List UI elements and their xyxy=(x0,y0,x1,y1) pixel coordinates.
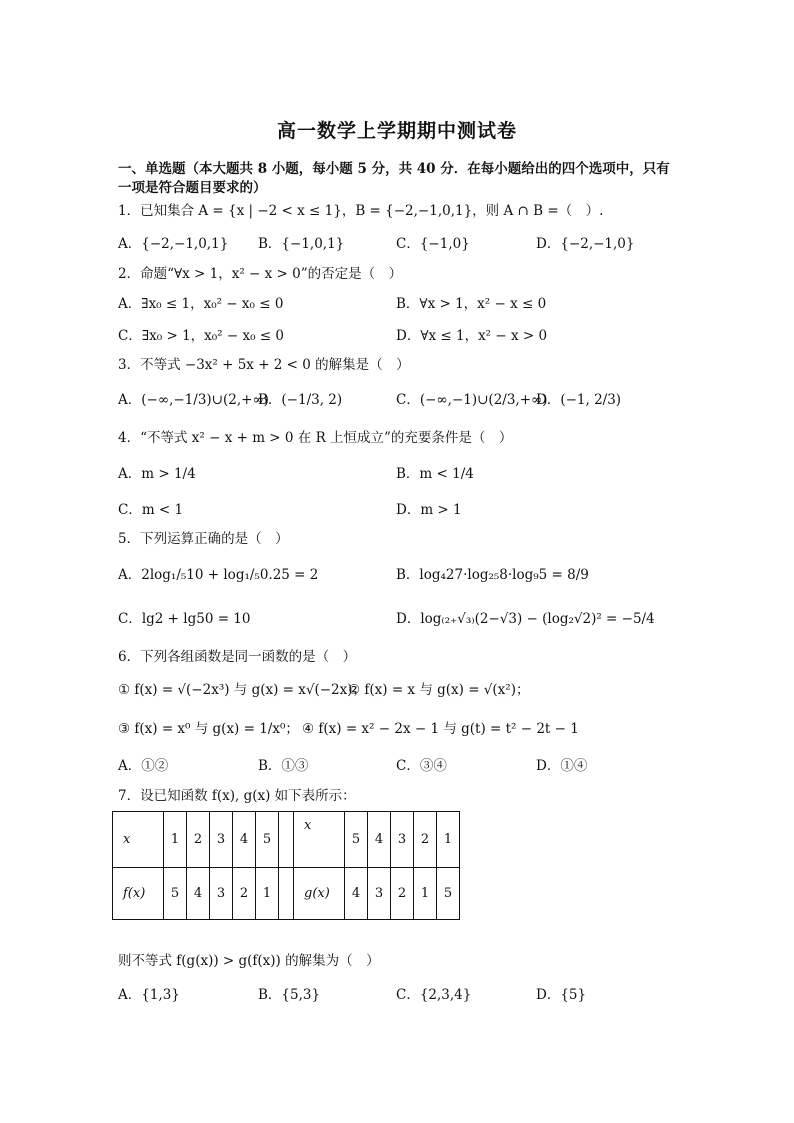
q4-option-b[interactable]: B．m < 1/4 xyxy=(396,466,474,482)
q2-option-a[interactable]: A．∃x₀ ≤ 1，x₀² − x₀ ≤ 0 xyxy=(118,296,284,312)
q1-option-a[interactable]: A．{−2,−1,0,1} xyxy=(118,236,229,252)
q7-option-a[interactable]: A．{1,3} xyxy=(118,987,180,1003)
table-cell: 2 xyxy=(187,812,210,868)
question-2-stem: 2．命题“∀x > 1，x² − x > 0”的否定是（ ） xyxy=(118,266,403,282)
q7-option-b[interactable]: B．{5,3} xyxy=(258,987,321,1003)
q1-option-c[interactable]: C．{−1,0} xyxy=(396,236,470,252)
q6-item-1: ① f(x) = √(−2x³) 与 g(x) = x√(−2x)； xyxy=(118,682,367,698)
question-3-stem: 3．不等式 −3x² + 5x + 2 < 0 的解集是（ ） xyxy=(118,357,410,373)
q4-option-c[interactable]: C．m < 1 xyxy=(118,502,184,518)
question-1-stem: 1．已知集合 A = {x | −2 < x ≤ 1}，B = {−2,−1,0,1}，则 A ∩ B =（ ）. xyxy=(118,203,604,219)
q3-option-a[interactable]: A．(−∞,−1/3)∪(2,+∞) xyxy=(118,392,269,408)
q5-option-d[interactable]: D．log₍₂₊√₃₎(2−√3) − (log₂√2)² = −5/4 xyxy=(396,611,655,627)
q7-function-table xyxy=(112,811,460,920)
table-cell: 5 xyxy=(437,868,460,920)
table-cell: 4 xyxy=(233,812,256,868)
q6-option-c[interactable]: C．③④ xyxy=(396,758,447,774)
q7-option-d[interactable]: D．{5} xyxy=(536,987,587,1003)
section-heading-line1: 一、单选题（本大题共 8 小题，每小题 5 分，共 40 分．在每小题给出的四个选项中，只有 xyxy=(118,161,670,177)
q5-option-b[interactable]: B．log₄27·log₂₅8·log₉5 = 8/9 xyxy=(396,567,589,583)
question-7-stem: 7．设已知函数 f(x), g(x) 如下表所示： xyxy=(118,788,356,804)
question-7-inequality: 则不等式 f(g(x)) > g(f(x)) 的解集为（ ） xyxy=(118,953,380,969)
table-gap xyxy=(279,812,294,868)
q5-option-c[interactable]: C．lg2 + lg50 = 10 xyxy=(118,611,251,627)
q6-item-4: ④ f(x) = x² − 2x − 1 与 g(t) = t² − 2t − 1 xyxy=(302,721,579,737)
q6-option-a[interactable]: A．①② xyxy=(118,758,169,774)
table-cell: 1 xyxy=(437,812,460,868)
q3-option-d[interactable]: D．(−1, 2/3) xyxy=(536,392,622,408)
q5-option-a[interactable]: A．2log₁/₅10 + log₁/₅0.25 = 2 xyxy=(118,567,319,583)
table-cell: 4 xyxy=(187,868,210,920)
q4-option-d[interactable]: D．m > 1 xyxy=(396,502,462,518)
section-heading xyxy=(118,160,688,198)
section-heading-line2: 一项是符合题目要求的） xyxy=(118,180,267,196)
table-cell: 3 xyxy=(368,868,391,920)
question-4-stem: 4．“不等式 x² − x + m > 0 在 R 上恒成立”的充要条件是（ ） xyxy=(118,430,513,446)
table-cell: 2 xyxy=(414,812,437,868)
table-cell: 2 xyxy=(233,868,256,920)
question-6-stem: 6．下列各组函数是同一函数的是（ ） xyxy=(118,649,357,665)
q3-option-c[interactable]: C．(−∞,−1)∪(2/3,+∞) xyxy=(396,392,548,408)
q4-option-a[interactable]: A．m > 1/4 xyxy=(118,466,196,482)
table-cell: 5 xyxy=(164,868,187,920)
q2-option-c[interactable]: C．∃x₀ > 1，x₀² − x₀ ≤ 0 xyxy=(118,328,285,344)
table-gap xyxy=(279,868,294,920)
q6-item-3: ③ f(x) = x⁰ 与 g(x) = 1/x⁰； xyxy=(118,721,299,737)
q7-option-c[interactable]: C．{2,3,4} xyxy=(396,987,472,1003)
table-cell: 1 xyxy=(414,868,437,920)
table-cell: 5 xyxy=(256,812,279,868)
table-right-row2-label: g(x) xyxy=(294,868,345,920)
table-cell: 4 xyxy=(345,868,368,920)
table-left-row1-label: x xyxy=(113,812,164,868)
table-cell: 3 xyxy=(391,812,414,868)
q2-option-d[interactable]: D．∀x ≤ 1，x² − x > 0 xyxy=(396,328,548,344)
q1-option-b[interactable]: B．{−1,0,1} xyxy=(258,236,345,252)
table-left-row2-label: f(x) xyxy=(113,868,164,920)
page-title: 高一数学上学期期中测试卷 xyxy=(276,120,517,142)
q3-option-b[interactable]: B．(−1/3, 2) xyxy=(258,392,343,408)
q6-item-2: ② f(x) = x 与 g(x) = √(x²)； xyxy=(348,682,530,698)
table-cell: 3 xyxy=(210,868,233,920)
q6-option-b[interactable]: B．①③ xyxy=(258,758,309,774)
q6-option-d[interactable]: D．①④ xyxy=(536,758,588,774)
q1-option-d[interactable]: D．{−2,−1,0} xyxy=(536,236,635,252)
question-5-stem: 5．下列运算正确的是（ ） xyxy=(118,531,289,547)
q2-option-b[interactable]: B．∀x > 1，x² − x ≤ 0 xyxy=(396,296,547,312)
table-cell: 1 xyxy=(256,868,279,920)
table-cell: 3 xyxy=(210,812,233,868)
table-cell: 2 xyxy=(391,868,414,920)
table-cell: 4 xyxy=(368,812,391,868)
table-cell: 5 xyxy=(345,812,368,868)
table-cell: 1 xyxy=(164,812,187,868)
table-right-row1-label: x xyxy=(294,812,345,868)
